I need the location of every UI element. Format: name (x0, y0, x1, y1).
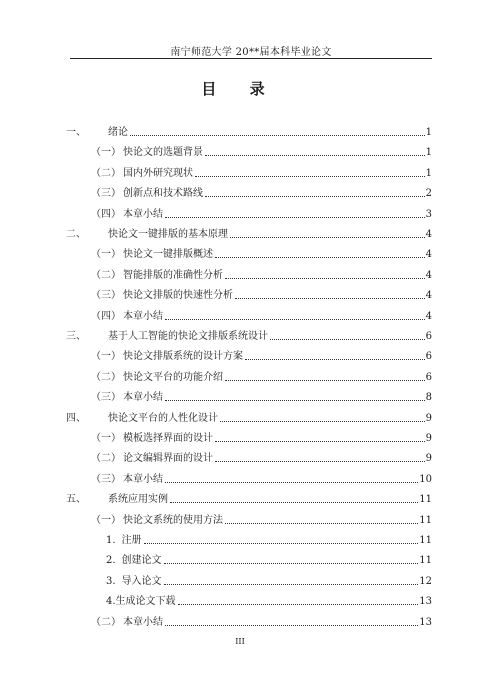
running-header: 南宁师范大学 20**届本科毕业论文 (170, 47, 332, 58)
toc-entry-text: 创新点和技术路线 (123, 188, 203, 200)
toc-entry-label (91, 249, 213, 261)
toc-entry[interactable] (66, 221, 432, 241)
toc-entry-page: 6 (425, 331, 432, 342)
toc-entry-number: 3. (106, 575, 116, 587)
toc-entry-number: （一） (91, 147, 121, 159)
toc-entry-page: 1 (425, 167, 432, 179)
page-number: III (235, 637, 245, 646)
toc-entry-text: 快论文的选题背景 (123, 147, 203, 159)
toc-entry[interactable] (66, 405, 432, 425)
dot-leader (205, 196, 425, 197)
toc-entry-text: 注册 (121, 535, 142, 546)
toc-entry-text: 快论文排版系统的设计方案 (123, 351, 243, 363)
toc-entry-label (91, 392, 163, 404)
toc-entry-page: 9 (425, 453, 432, 465)
dot-leader (215, 461, 425, 462)
toc-entry-text: 绪论 (108, 127, 128, 138)
dot-leader (230, 237, 425, 238)
toc-entry[interactable] (91, 609, 432, 629)
toc-entry-page: 6 (425, 371, 432, 383)
toc-entry-page: 1 (425, 147, 432, 159)
toc-entry-text: 论文编辑界面的设计 (123, 453, 213, 465)
toc-entry-number: 一、 (66, 127, 86, 138)
toc-entry-text: 智能排版的准确性分析 (123, 269, 223, 281)
toc-entry-page: 4 (425, 290, 432, 302)
toc-entry-number: （二） (91, 269, 121, 281)
toc-entry[interactable] (91, 160, 432, 180)
toc-entry-text: 本章小结 (123, 310, 163, 322)
toc-entry-number: （一） (91, 351, 121, 363)
toc-entry-text: 快论文一键排版概述 (123, 249, 213, 261)
toc-entry[interactable] (91, 507, 432, 527)
dot-leader (165, 482, 418, 483)
toc-entry-page: 12 (419, 575, 432, 587)
dot-leader (144, 543, 419, 544)
dot-leader (130, 135, 425, 136)
toc-entry[interactable] (106, 527, 432, 547)
toc-entry-text: 本章小结 (123, 392, 163, 404)
toc-entry-label (66, 413, 218, 425)
toc-entry-page: 11 (419, 535, 432, 546)
toc-entry[interactable] (106, 568, 432, 588)
toc-entry-label (91, 515, 223, 527)
toc-entry[interactable] (106, 588, 432, 608)
dot-leader (225, 380, 425, 381)
toc-entry-text: 系统应用实例 (108, 494, 168, 506)
dot-leader (165, 217, 425, 218)
toc-entry-label (106, 576, 162, 588)
toc-entry[interactable] (66, 119, 432, 139)
toc-entry-label (91, 351, 243, 363)
toc-entry-label (91, 311, 163, 323)
dot-leader (164, 563, 419, 564)
toc-entry-number: （一） (91, 433, 121, 444)
toc-title: 目 录 (201, 80, 279, 98)
toc-entry-page: 11 (419, 494, 432, 506)
toc-entry-page: 13 (419, 616, 432, 628)
toc-entry-label (91, 372, 223, 384)
toc-entry-page: 9 (425, 412, 432, 424)
toc-entry-label (106, 555, 162, 567)
toc-entry-text: 本章小结 (123, 208, 163, 220)
toc-entry-page: 4 (425, 269, 432, 281)
dot-leader (165, 400, 425, 401)
toc-entry-page: 4 (425, 249, 432, 261)
dot-leader (245, 359, 425, 360)
toc-entry-number: 2. (106, 555, 116, 567)
dot-leader (170, 502, 418, 503)
toc-entry-number: （四） (91, 208, 121, 220)
toc-entry-number: 三、 (66, 331, 86, 342)
toc-entry-number: （二） (91, 616, 121, 628)
toc-entry[interactable] (91, 282, 432, 302)
toc-entry-label (91, 453, 213, 465)
toc-entry-label (106, 596, 176, 608)
toc-entry-label (91, 147, 203, 159)
toc-entry-text: 导入论文 (121, 575, 162, 587)
toc-entry-number: 四、 (66, 412, 86, 424)
toc-entry-number: （一） (91, 249, 121, 261)
toc-entry[interactable] (106, 547, 432, 567)
toc-entry-label (91, 188, 203, 200)
toc-entry-page: 2 (425, 188, 432, 200)
toc-entry-number: （四） (91, 310, 121, 322)
toc-entry-page: 6 (425, 351, 432, 363)
toc-entry-number: （三） (91, 290, 121, 302)
toc-entry-text: 生成论文下载 (115, 596, 176, 608)
toc-entry-page: 10 (419, 473, 432, 485)
toc-entry-page: 13 (419, 596, 432, 608)
toc-entry-text: 模板选择界面的设计 (123, 433, 213, 444)
dot-leader (195, 176, 425, 177)
toc-entry-label (66, 494, 168, 506)
dot-leader (215, 441, 425, 442)
toc-entry-label (91, 474, 163, 486)
toc-entry-number: 五、 (66, 494, 86, 506)
toc-entry-number: （三） (91, 392, 121, 404)
dot-leader (235, 298, 425, 299)
dot-leader (225, 523, 418, 524)
toc-entry-text: 创建论文 (121, 555, 162, 567)
toc-entry-page: 3 (425, 208, 432, 220)
toc-entry-text: 快论文平台的人性化设计 (108, 412, 218, 424)
toc-entry-label (91, 209, 163, 221)
toc-entry[interactable] (91, 343, 432, 363)
toc-entry[interactable] (91, 303, 432, 323)
toc-entry-number: 4. (106, 596, 116, 608)
toc-entry-text: 快论文平台的功能介绍 (123, 371, 223, 383)
dot-leader (220, 421, 425, 422)
toc-entry[interactable] (91, 466, 432, 486)
toc-entry-text: 快论文系统的使用方法 (123, 514, 223, 526)
toc-entry-label (91, 617, 163, 629)
toc-entry[interactable] (91, 445, 432, 465)
toc-entry[interactable] (91, 201, 432, 221)
toc-entry-number: （一） (91, 514, 121, 526)
toc-entry-label (66, 229, 228, 241)
toc-entry-page: 4 (425, 310, 432, 322)
dot-leader (164, 584, 419, 585)
dot-leader (178, 604, 419, 605)
dot-leader (215, 257, 425, 258)
toc-entry-number: （三） (91, 188, 121, 200)
dot-leader (205, 155, 425, 156)
toc-entry-number: （二） (91, 167, 121, 179)
toc-entry-label (91, 168, 193, 180)
toc-entry[interactable] (91, 384, 432, 404)
toc-entry-label (66, 127, 128, 139)
toc-entry[interactable] (91, 241, 432, 261)
toc-entry-label (91, 290, 233, 302)
toc-entry-number: 二、 (66, 229, 86, 240)
toc-entry[interactable] (91, 364, 432, 384)
toc-entry-page: 4 (425, 229, 432, 240)
dot-leader (165, 319, 425, 320)
toc-entry-text: 国内外研究现状 (123, 167, 193, 179)
toc-entry-page: 9 (425, 433, 432, 444)
toc-entry[interactable] (91, 262, 432, 282)
toc-entry-label (66, 331, 268, 343)
toc-entry[interactable] (66, 323, 432, 343)
toc-entry-label (106, 535, 142, 547)
toc-entry-text: 基于人工智能的快论文排版系统设计 (108, 331, 268, 342)
toc-entry-number: （三） (91, 473, 121, 485)
toc-entry-text: 本章小结 (123, 473, 163, 485)
toc-entry[interactable] (91, 139, 432, 159)
dot-leader (225, 278, 425, 279)
toc-entry-page: 11 (419, 514, 432, 526)
toc-entry-page: 8 (425, 392, 432, 404)
toc-entry-number: （二） (91, 453, 121, 465)
toc-entry-text: 快论文排版的快速性分析 (123, 290, 233, 302)
toc-entry-text: 快论文一键排版的基本原理 (108, 229, 228, 240)
toc-entry-page: 11 (419, 555, 432, 567)
toc-entry[interactable] (91, 425, 432, 445)
toc-entry-page: 1 (425, 127, 432, 138)
dot-leader (165, 625, 418, 626)
toc-entry-label (91, 433, 213, 445)
toc-entry-text: 本章小结 (123, 616, 163, 628)
dot-leader (270, 339, 425, 340)
toc-entry[interactable] (91, 180, 432, 200)
toc-entry-label (91, 270, 223, 282)
toc-entry-number: 1. (106, 535, 116, 546)
toc-entry-number: （二） (91, 371, 121, 383)
toc-entry[interactable] (66, 486, 432, 506)
